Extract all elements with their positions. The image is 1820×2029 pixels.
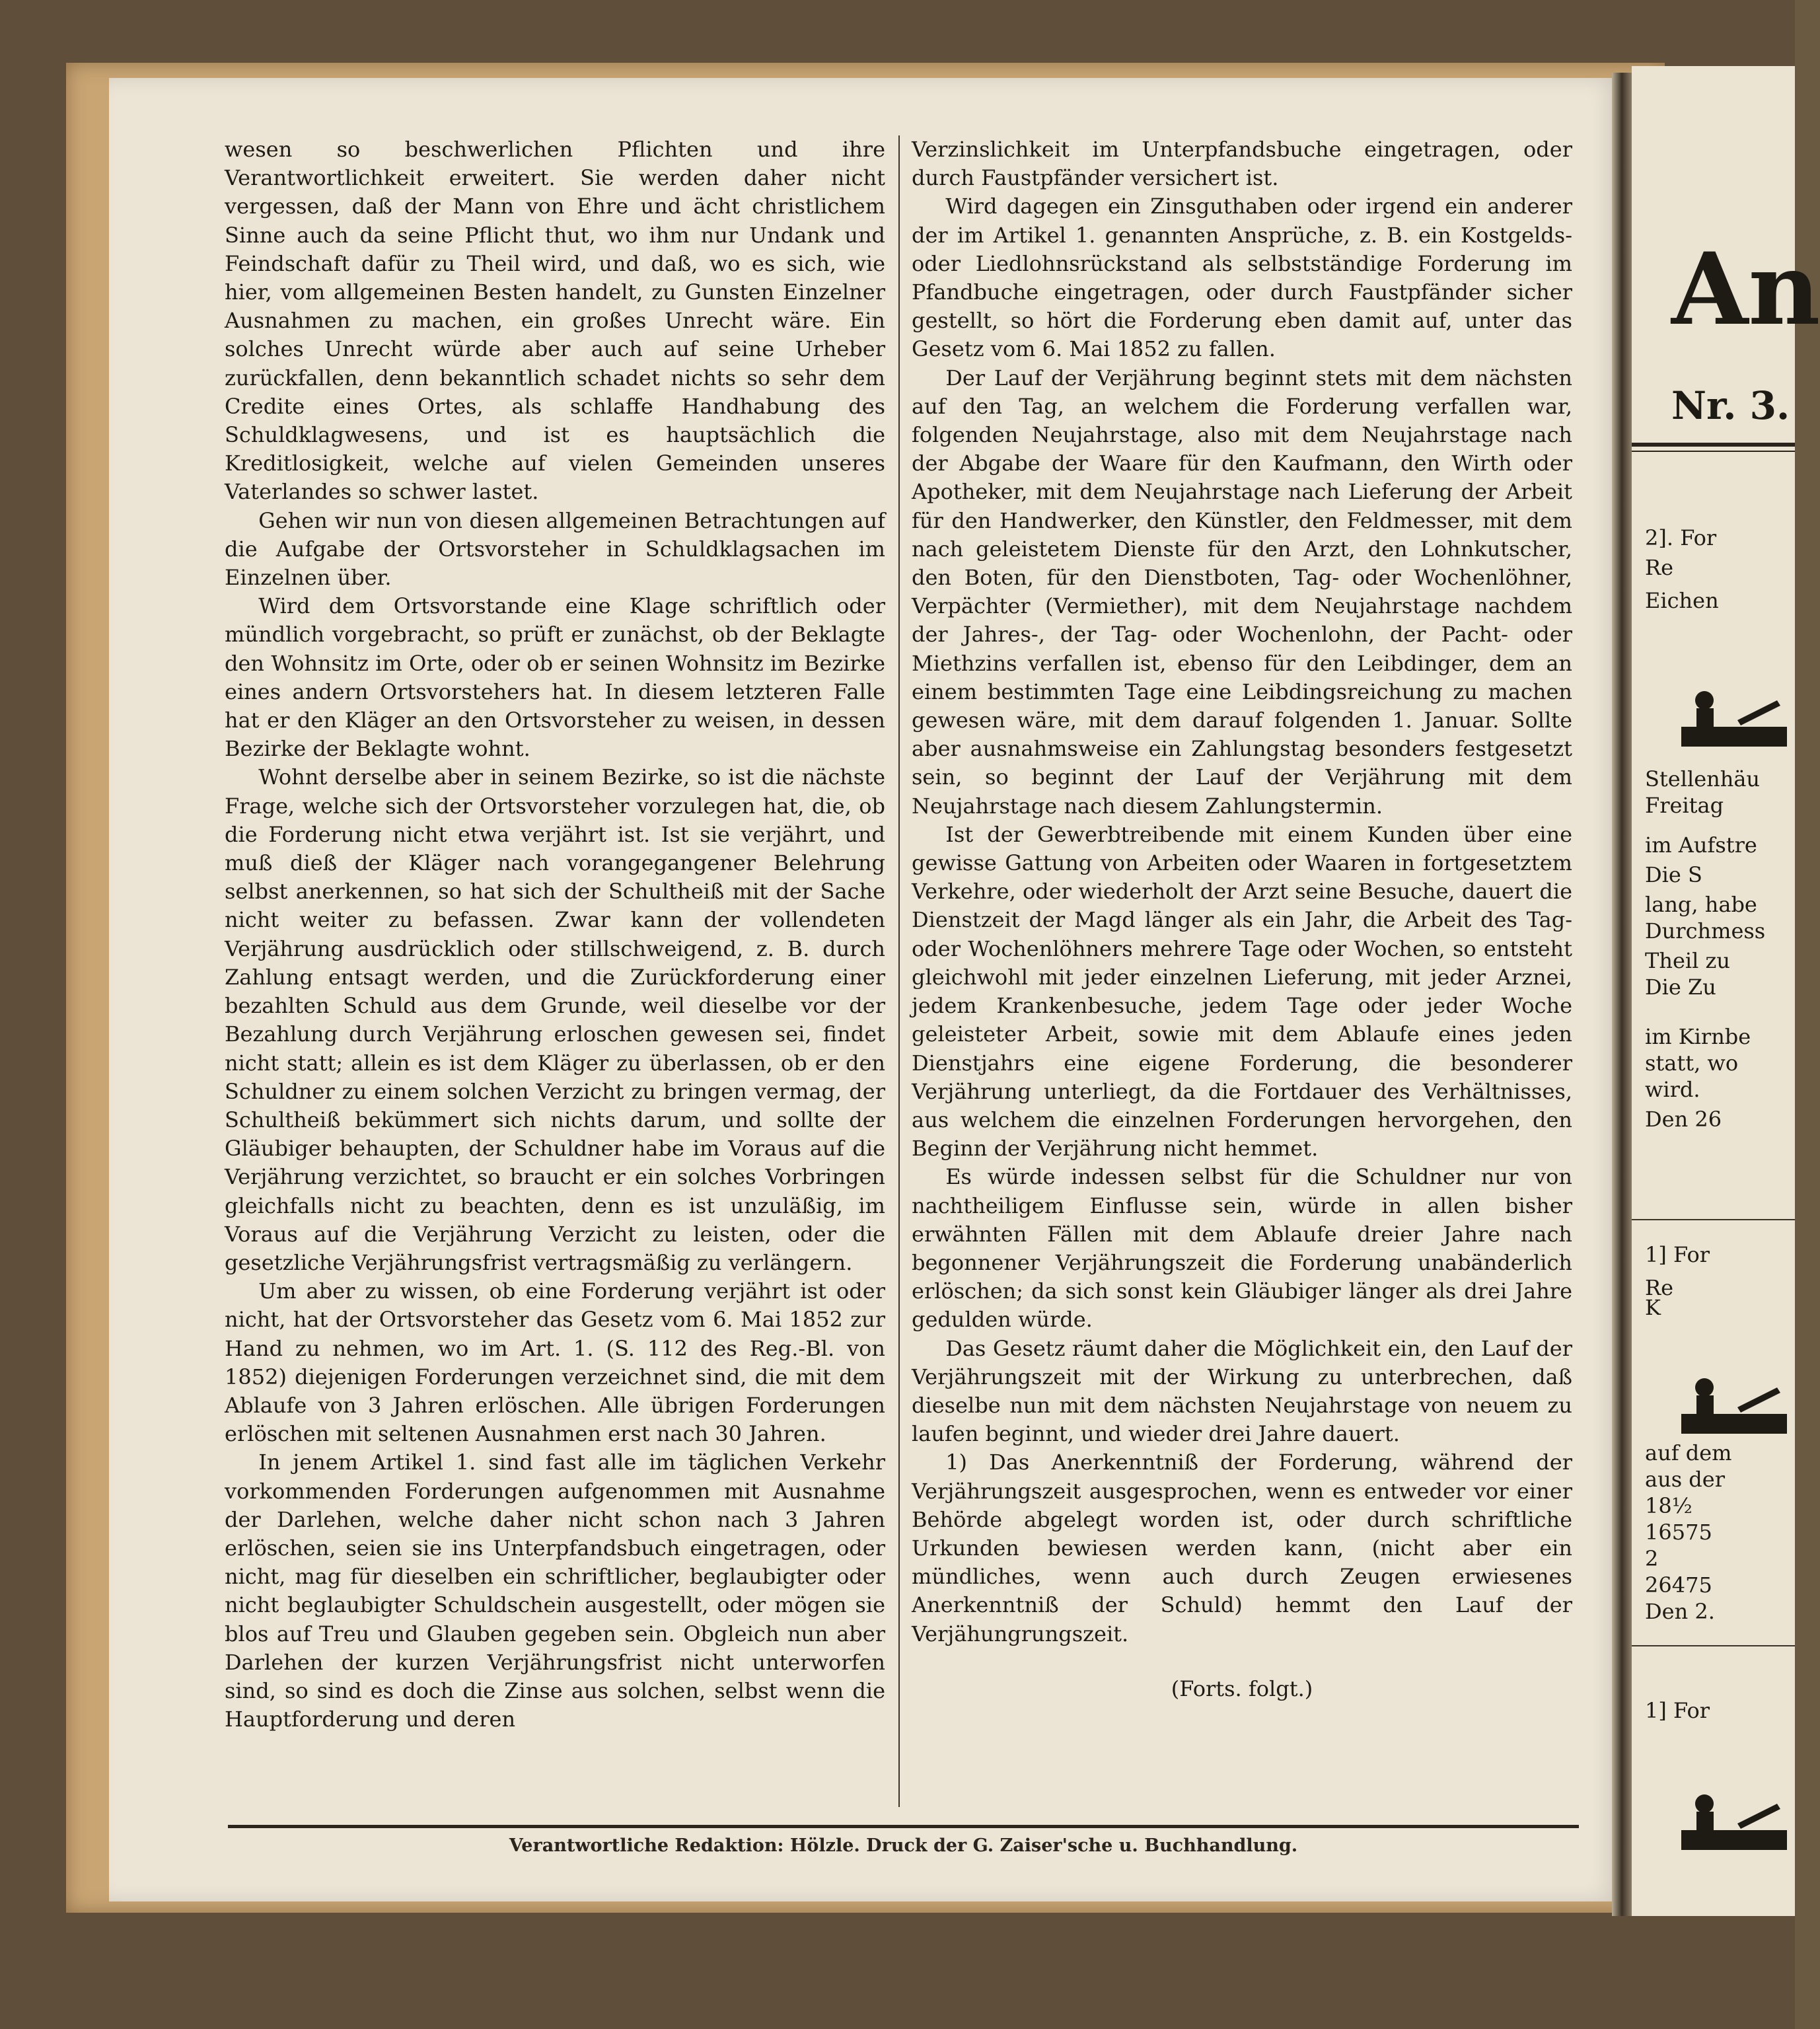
woodcut-illustration xyxy=(1678,1784,1790,1857)
adjacent-page-line: 1] For xyxy=(1645,1698,1710,1723)
paragraph: Wird dagegen ein Zinsguthaben oder irgend ein anderer der im Artikel 1. genannten Ansprüche, z. B. ein Kostgelds- oder Liedlohnsrückstand als selbstständige Forderung im Pfandbuche eingetragen, oder durch Faustpfänder sicher gestellt, so hört die Forderung eben damit auf, unter das Gesetz vom 6. Mai 1852 zu fallen. xyxy=(912,194,1572,362)
adjacent-page-line: Theil zu xyxy=(1645,948,1730,973)
right-text-column xyxy=(912,135,1572,1703)
paragraph: wesen so beschwerlichen Pflichten und ihre Verantwortlichkeit erweitert. Sie werden daher nicht vergessen, daß der Mann von Ehre und ächt christlichem Sinne auch da seine Pflicht thut, wo ihm nur Undank und Feindschaft dafür zu Theil wird, und daß, wo es sich, wie hier, vom allgemeinen Besten handelt, zu Gunsten Einzelner Ausnahmen zu machen, ein großes Unrecht wäre. Ein solches Unrecht würde aber auch auf seine Urheber zurückfallen, denn bekanntlich schadet nichts so sehr dem Credite eines Ortes, als schlaffe Handhabung des Schuldklagwesens, und ist es hauptsächlich die Kreditlosigkeit, welche auf vielen Gemeinden unseres Vaterlandes so schwer lastet. xyxy=(225,137,885,505)
adjacent-page-line: Den 26 xyxy=(1645,1107,1722,1132)
masthead-fragment: An xyxy=(1671,231,1820,348)
adjacent-page-line: im Kirnbe xyxy=(1645,1024,1751,1049)
left-text-column xyxy=(225,135,885,1734)
footer-rule xyxy=(228,1825,1579,1828)
adjacent-page-line: 1] For xyxy=(1645,1242,1710,1267)
paragraph: Das Gesetz räumt daher die Möglichkeit ein, den Lauf der Verjährungszeit mit der Wirkung zu unterbrechen, daß dieselbe nun mit dem nächsten Neujahrstage von neuem zu laufen beginnt, und wieder drei Jahre dauert. xyxy=(912,1335,1572,1447)
adjacent-page-line: lang, habe xyxy=(1645,892,1757,917)
paragraph: Verzinslichkeit im Unterpfandsbuche eingetragen, oder durch Faustpfänder versichert ist. xyxy=(912,137,1572,191)
adjacent-page-line: auf dem xyxy=(1645,1440,1732,1465)
adjacent-page-line: 26475 xyxy=(1645,1572,1712,1598)
paragraph: Wird dem Ortsvorstande eine Klage schriftlich oder mündlich vorgebracht, so prüft er zunächst, ob der Beklagte den Wohnsitz im Orte, oder ob er seinen Wohnsitz im Bezirke eines andern Ortsvorstehers hat. In diesem letzteren Falle hat er den Kläger an den Ortsvorsteher zu weisen, in dessen Bezirke der Beklagte wohnt. xyxy=(225,593,885,762)
paragraph: Um aber zu wissen, ob eine Forderung verjährt ist oder nicht, hat der Ortsvorsteher das Gesetz vom 6. Mai 1852 zur Hand zu nehmen, wo im Art. 1. (S. 112 des Reg.-Bl. von 1852) diejenigen Forderungen verzeichnet sind, die mit dem Ablaufe von 3 Jahren erlöschen. Alle übrigen Forderungen erlöschen mit seltenen Ausnahmen erst nach 30 Jahren. xyxy=(225,1278,885,1447)
adjacent-page-line: K xyxy=(1645,1295,1661,1320)
masthead-rule-thin xyxy=(1632,451,1795,452)
paragraph: Der Lauf der Verjährung beginnt stets mit dem nächsten auf den Tag, an welchem die Forderung verfallen war, folgenden Neujahrstage, also mit dem Neujahrstage nach der Abgabe der Waare für den Kaufmann, den Wirth oder Apotheker, mit dem Neujahrstage nach Lieferung der Arbeit für den Handwerker, den Künstler, den Feldmesser, mit dem nach geleistetem Dienste für den Arzt, den Lohnkutscher, den Boten, für den Dienstboten, Tag- oder Wochenlöhner, Verpächter (Vermiether), mit dem Neujahrstage nachdem der Jahres-, der Tag- oder Wochenlohn, der Pacht- oder Miethzins verfallen ist, ebenso für den Leibdinger, dem an einem bestimmten Tage eine Leibdingsreichung zu machen gewesen wäre, mit dem darauf folgenden 1. Januar. Sollte aber ausnahmsweise ein Zahlungstag besonders festgesetzt sein, so beginnt der Lauf der Verjährung mit dem Neujahrstage nach diesem Zahlungstermin. xyxy=(912,365,1572,819)
adjacent-page xyxy=(1632,66,1820,1916)
continuation-note: (Forts. folgt.) xyxy=(1171,1676,1313,1701)
section-rule xyxy=(1632,1645,1795,1646)
column-divider xyxy=(898,135,900,1807)
adjacent-page-line: 2 xyxy=(1645,1546,1659,1571)
adjacent-page-line: 2]. For xyxy=(1645,525,1717,550)
book-gutter xyxy=(1612,73,1632,1916)
adjacent-page-line: 16575 xyxy=(1645,1520,1712,1545)
adjacent-page-line: Durchmess xyxy=(1645,918,1766,943)
masthead-rule xyxy=(1632,443,1795,447)
adjacent-page-line: wird. xyxy=(1645,1077,1700,1102)
adjacent-page-line: Freitag xyxy=(1645,793,1724,818)
issue-number-fragment: Nr. 3. xyxy=(1671,383,1790,428)
imprint-footer: Verantwortliche Redaktion: Hölzle. Druck der G. Zaiser'sche u. Buchhandlung. xyxy=(509,1835,1298,1856)
adjacent-page-line: Re xyxy=(1645,1275,1674,1300)
adjacent-page-line: Die Zu xyxy=(1645,975,1716,1000)
woodcut-illustration xyxy=(1678,681,1790,753)
adjacent-page-line: Stellenhäu xyxy=(1645,766,1761,792)
section-rule xyxy=(1632,1219,1795,1220)
adjacent-page-line: aus der xyxy=(1645,1467,1725,1492)
woodcut-illustration xyxy=(1678,1368,1790,1440)
adjacent-page-line: Den 2. xyxy=(1645,1599,1715,1624)
adjacent-page-line: im Aufstre xyxy=(1645,832,1757,858)
paragraph: 1) Das Anerkenntniß der Forderung, während der Verjährungszeit ausgesprochen, wenn es entweder vor einer Behörde abgelegt worden ist, oder durch schriftliche Urkunden bewiesen werden kann, (nicht aber ein mündliches, wenn auch durch Zeugen erwiesenes Anerkenntniß der Schuld) hemmt den Lauf der Verjähungrungszeit. xyxy=(912,1450,1572,1646)
adjacent-page-line: Eichen xyxy=(1645,588,1719,613)
paragraph: Wohnt derselbe aber in seinem Bezirke, so ist die nächste Frage, welche sich der Ortsvorsteher vorzulegen hat, die, ob die Forderung nicht etwa verjährt ist. Ist sie verjährt, und muß dieß der Kläger nach vorangegangener Belehrung selbst anerkennen, so hat sich der Schultheiß mit der Sache nicht weiter zu befassen. Zwar kann der vollendeten Verjährung ausdrücklich oder stillschweigend, z. B. durch Zahlung entsagt werden, und die Zurückforderung einer bezahlten Schuld aus dem Grunde, weil dieselbe vor der Bezahlung durch Verjährung erloschen gewesen sei, findet nicht statt; allein es ist dem Kläger zu überlassen, ob er den Schuldner zu einem solchen Verzicht zu bringen vermag, der Schultheiß bekümmert sich nichts darum, und sollte der Gläubiger behaupten, der Schuldner habe im Voraus auf die Verjährung verzichtet, so braucht er ein solches Vorbringen gleichfalls nicht zu beachten, denn es ist unzuläßig, im Voraus auf die Verjährung Verzicht zu leisten, oder die gesetzliche Verjährungsfrist vertragsmäßig zu verlängern. xyxy=(225,764,885,1275)
paragraph: Gehen wir nun von diesen allgemeinen Betrachtungen auf die Aufgabe der Ortsvorsteher in Schuldklagsachen im Einzelnen über. xyxy=(225,507,885,591)
paragraph: Ist der Gewerbtreibende mit einem Kunden über eine gewisse Gattung von Arbeiten oder Waaren in fortgesetztem Verkehre, oder wiederholt der Arzt seine Besuche, dauert die Dienstzeit der Magd länger als ein Jahr, die Arbeit des Tag- oder Wochenlöhners mehrere Tage oder Wochen, so entsteht gleichwohl mit jeder einzelnen Lieferung, mit jeder Arznei, jedem Krankenbesuche, jedem Tage oder jeder Woche geleisteter Arbeit, sowie mit dem Ablaufe eines jeden Dienstjahrs eine eigene Forderung, die besonderer Verjährung unterliegt, da die Fortdauer des Verhältnisses, aus welchem die einzelnen Forderungen hervorgehen, den Beginn der Verjährung nicht hemmet. xyxy=(912,821,1572,1162)
adjacent-page-line: 18½ xyxy=(1645,1493,1693,1518)
adjacent-page-line: Re xyxy=(1645,555,1674,580)
adjacent-page-line: Die S xyxy=(1645,862,1702,887)
paragraph: Es würde indessen selbst für die Schuldner nur von nachtheiligem Einflusse sein, würde in allen bisher erwähnten Fällen mit dem Ablaufe dreier Jahre nach begonnener Verjährungszeit die Forderung unabänderlich erlöschen; da sich sonst kein Gläubiger länger als drei Jahre gedulden würde. xyxy=(912,1164,1572,1333)
paragraph: In jenem Artikel 1. sind fast alle im täglichen Verkehr vorkommenden Forderungen aufgenommen mit Ausnahme der Darlehen, welche daher nicht schon nach 3 Jahren erlöschen, seien sie ins Unterpfandsbuch eingetragen, oder nicht, mag für dieselben ein schriftlicher, beglaubigter oder nicht beglaubigter Schuldschein ausgestellt, oder mögen sie blos auf Treu und Glauben gegeben sein. Obgleich nun aber Darlehen der kurzen Verjährungsfrist nicht unterworfen sind, so sind es doch die Zinse aus solchen, selbst wenn die Hauptforderung und deren xyxy=(225,1450,885,1732)
adjacent-page-line: statt, wo xyxy=(1645,1051,1739,1076)
